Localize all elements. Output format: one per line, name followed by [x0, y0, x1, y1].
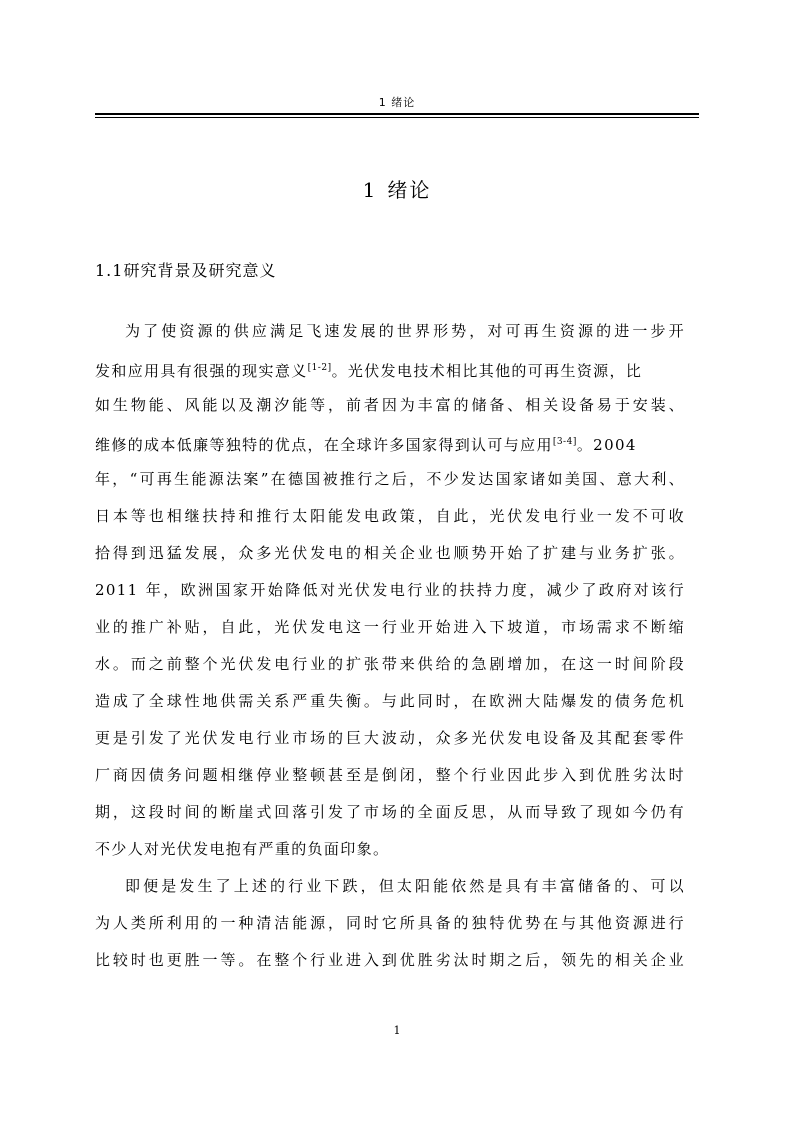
- paragraph-line: 期，这段时间的断崖式回落引发了市场的全面反思，从而导致了现如今仍有: [95, 803, 685, 821]
- paragraph-line: 业的推广补贴，自此，光伏发电这一行业开始进入下坡道，市场需求不断缩: [95, 618, 685, 636]
- text-segment: 。光伏发电技术相比其他的可再生资源，比: [331, 362, 643, 380]
- text-segment: 维修的成本低廉等独特的优点，在全球许多国家得到认可与应用: [95, 436, 553, 454]
- paragraph-line: [95, 430, 685, 467]
- citation: [1-2]: [307, 363, 332, 373]
- text-segment: 发和应用具有很强的现实意义: [95, 362, 308, 380]
- header-rule: [95, 113, 699, 115]
- header-rule-thin: [95, 117, 699, 118]
- paragraph-line: 更是引发了光伏发电行业市场的巨大波动，众多光伏发电设备及其配套零件: [95, 729, 685, 747]
- running-header: 1 绪论: [378, 96, 416, 109]
- paragraph-line: 为了使资源的供应满足飞速发展的世界形势，对可再生资源的进一步开: [125, 322, 685, 340]
- chapter-title: [95, 177, 699, 203]
- section-title-text: 研究背景及研究意义: [123, 261, 277, 280]
- paragraph-line: 日本等也相继扶持和推行太阳能发电政策，自此，光伏发电行业一发不可收: [95, 507, 685, 525]
- paragraph-line: [95, 356, 685, 393]
- page-number: 1: [393, 1024, 401, 1037]
- paragraph-line: 比较时也更胜一等。在整个行业进入到优胜劣汰时期之后，领先的相关企业: [95, 951, 685, 969]
- body-text: [95, 319, 685, 985]
- paragraph-line: 2011 年，欧洲国家开始降低对光伏发电行业的扶持力度，减少了政府对该行: [95, 581, 685, 599]
- paragraph-line: 不少人对光伏发电抱有严重的负面印象。: [95, 840, 390, 858]
- paragraph-line: 造成了全球性地供需关系严重失衡。与此同时，在欧洲大陆爆发的债务危机: [95, 692, 685, 710]
- section-number: 1.1: [95, 261, 124, 280]
- paragraph-line: 即便是发生了上述的行业下跌，但太阳能依然是具有丰富储备的、可以: [125, 877, 685, 895]
- section-heading: [95, 260, 276, 282]
- paragraph-line: 为人类所利用的一种清洁能源，同时它所具备的独特优势在与其他资源进行: [95, 914, 685, 932]
- paragraph-line: 拾得到迅猛发展，众多光伏发电的相关企业也顺势开始了扩建与业务扩张。: [95, 544, 685, 562]
- text-segment: 。2004: [576, 436, 637, 454]
- chapter-number: 1: [362, 178, 378, 202]
- paragraph-line: 水。而之前整个光伏发电行业的扩张带来供给的急剧增加，在这一时间阶段: [95, 655, 685, 673]
- paragraph-line: 年，“可再生能源法案”在德国被推行之后，不少发达国家诸如美国、意大利、: [95, 470, 685, 488]
- paragraph-line: 如生物能、风能以及潮汐能等，前者因为丰富的储备、相关设备易于安装、: [95, 396, 685, 414]
- paragraph-line: 厂商因债务问题相继停业整顿甚至是倒闭，整个行业因此步入到优胜劣汰时: [95, 766, 685, 784]
- chapter-title-text: 绪论: [387, 178, 432, 202]
- citation: [3-4]: [552, 437, 577, 447]
